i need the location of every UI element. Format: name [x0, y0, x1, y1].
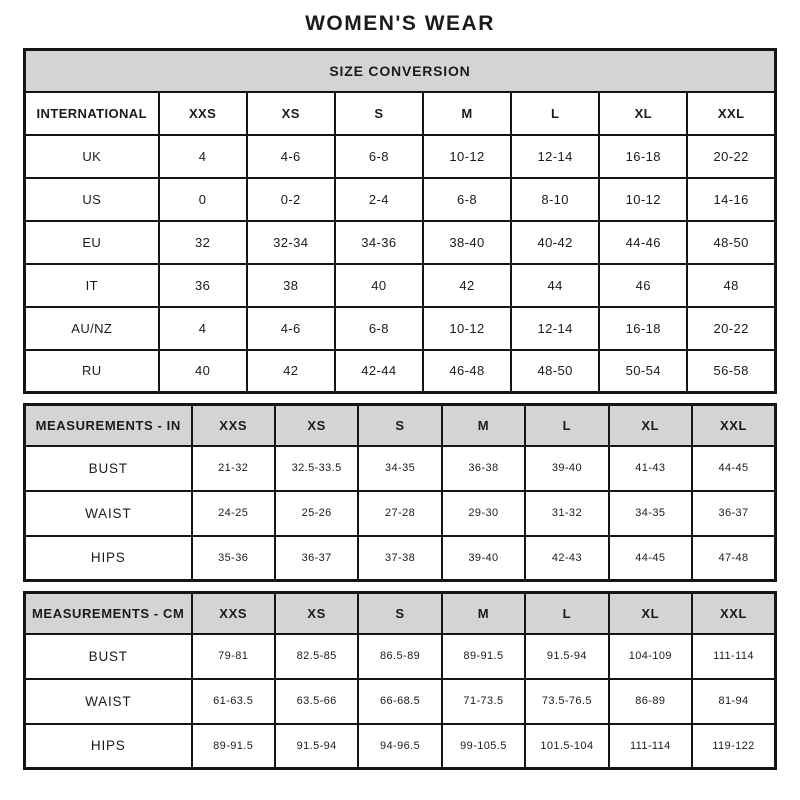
header-row: [25, 405, 776, 446]
value-cell: 12-14: [511, 135, 599, 178]
value-cell: 101.5-104: [525, 724, 608, 769]
value-cell: 37-38: [358, 536, 441, 581]
size-header-cell: XS: [275, 405, 358, 446]
value-cell: 79-81: [192, 634, 275, 679]
size-conversion-body: [25, 50, 776, 393]
value-cell: 34-35: [609, 491, 692, 536]
value-cell: 2-4: [335, 178, 423, 221]
value-cell: 36-38: [442, 446, 525, 491]
value-cell: 86-89: [609, 679, 692, 724]
value-cell: 34-36: [335, 221, 423, 264]
size-header-cell: XXS: [159, 92, 247, 135]
value-cell: 16-18: [599, 307, 687, 350]
value-cell: 10-12: [423, 307, 511, 350]
value-cell: 32-34: [247, 221, 335, 264]
value-cell: 46: [599, 264, 687, 307]
row-label: HIPS: [25, 536, 192, 581]
value-cell: 21-32: [192, 446, 275, 491]
value-cell: 91.5-94: [275, 724, 358, 769]
value-cell: 32.5-33.5: [275, 446, 358, 491]
row-label: US: [25, 178, 159, 221]
value-cell: 14-16: [687, 178, 775, 221]
table-row: [25, 135, 776, 178]
value-cell: 44-45: [609, 536, 692, 581]
value-cell: 40-42: [511, 221, 599, 264]
value-cell: 6-8: [335, 135, 423, 178]
size-header-cell: S: [358, 405, 441, 446]
value-cell: 10-12: [599, 178, 687, 221]
value-cell: 20-22: [687, 307, 775, 350]
table-title: MEASUREMENTS - IN: [25, 405, 192, 446]
value-cell: 42: [247, 350, 335, 393]
value-cell: 41-43: [609, 446, 692, 491]
value-cell: 6-8: [423, 178, 511, 221]
value-cell: 4-6: [247, 307, 335, 350]
value-cell: 12-14: [511, 307, 599, 350]
row-label: WAIST: [25, 491, 192, 536]
size-header-cell: XXL: [687, 92, 775, 135]
table-row: [25, 724, 776, 769]
table-row: [25, 491, 776, 536]
value-cell: 111-114: [692, 634, 775, 679]
row-label: RU: [25, 350, 159, 393]
table-row: [25, 536, 776, 581]
value-cell: 0-2: [247, 178, 335, 221]
row-label: AU/NZ: [25, 307, 159, 350]
value-cell: 47-48: [692, 536, 775, 581]
value-cell: 81-94: [692, 679, 775, 724]
value-cell: 66-68.5: [358, 679, 441, 724]
measurements-in-body: [25, 405, 776, 581]
value-cell: 4: [159, 135, 247, 178]
value-cell: 29-30: [442, 491, 525, 536]
value-cell: 40: [335, 264, 423, 307]
table-title: MEASUREMENTS - CM: [25, 593, 192, 634]
page-title: WOMEN'S WEAR: [305, 12, 495, 35]
value-cell: 40: [159, 350, 247, 393]
value-cell: 32: [159, 221, 247, 264]
size-header-cell: XXS: [192, 405, 275, 446]
value-cell: 61-63.5: [192, 679, 275, 724]
value-cell: 94-96.5: [358, 724, 441, 769]
value-cell: 0: [159, 178, 247, 221]
size-header-cell: XS: [247, 92, 335, 135]
value-cell: 73.5-76.5: [525, 679, 608, 724]
value-cell: 48: [687, 264, 775, 307]
value-cell: 89-91.5: [442, 634, 525, 679]
value-cell: 36-37: [275, 536, 358, 581]
value-cell: 35-36: [192, 536, 275, 581]
size-header-cell: L: [511, 92, 599, 135]
size-header-cell: S: [358, 593, 441, 634]
measurements-in-table: [23, 403, 777, 582]
value-cell: 16-18: [599, 135, 687, 178]
table-row: [25, 634, 776, 679]
value-cell: 36-37: [692, 491, 775, 536]
table-title-row: [25, 50, 776, 92]
table-row: [25, 679, 776, 724]
value-cell: 27-28: [358, 491, 441, 536]
size-header-cell: XL: [599, 92, 687, 135]
value-cell: 39-40: [525, 446, 608, 491]
size-header-cell: XL: [609, 593, 692, 634]
value-cell: 44-45: [692, 446, 775, 491]
size-header-cell: L: [525, 593, 608, 634]
value-cell: 31-32: [525, 491, 608, 536]
value-cell: 38: [247, 264, 335, 307]
row-label: UK: [25, 135, 159, 178]
size-header-cell: XL: [609, 405, 692, 446]
value-cell: 36: [159, 264, 247, 307]
value-cell: 42-44: [335, 350, 423, 393]
value-cell: 6-8: [335, 307, 423, 350]
row-label: BUST: [25, 446, 192, 491]
value-cell: 44-46: [599, 221, 687, 264]
value-cell: 99-105.5: [442, 724, 525, 769]
value-cell: 71-73.5: [442, 679, 525, 724]
value-cell: 34-35: [358, 446, 441, 491]
size-header-cell: XXS: [192, 593, 275, 634]
table-row: [25, 221, 776, 264]
size-header-cell: S: [335, 92, 423, 135]
value-cell: 39-40: [442, 536, 525, 581]
value-cell: 4: [159, 307, 247, 350]
size-header-cell: XXL: [692, 405, 775, 446]
size-header-cell: M: [442, 405, 525, 446]
value-cell: 38-40: [423, 221, 511, 264]
value-cell: 4-6: [247, 135, 335, 178]
value-cell: 50-54: [599, 350, 687, 393]
value-cell: 119-122: [692, 724, 775, 769]
value-cell: 42-43: [525, 536, 608, 581]
row-label: WAIST: [25, 679, 192, 724]
row-label: BUST: [25, 634, 192, 679]
size-header-cell: M: [423, 92, 511, 135]
size-header-cell: XXL: [692, 593, 775, 634]
value-cell: 82.5-85: [275, 634, 358, 679]
size-header-cell: L: [525, 405, 608, 446]
value-cell: 20-22: [687, 135, 775, 178]
size-header-cell: M: [442, 593, 525, 634]
value-cell: 10-12: [423, 135, 511, 178]
table-row: [25, 264, 776, 307]
size-conversion-table: [23, 48, 777, 394]
size-header-cell: XS: [275, 593, 358, 634]
value-cell: 42: [423, 264, 511, 307]
row-label: HIPS: [25, 724, 192, 769]
header-row: [25, 92, 776, 135]
value-cell: 86.5-89: [358, 634, 441, 679]
value-cell: 89-91.5: [192, 724, 275, 769]
header-row: [25, 593, 776, 634]
table-title: SIZE CONVERSION: [25, 50, 776, 92]
table-row: [25, 350, 776, 393]
value-cell: 8-10: [511, 178, 599, 221]
value-cell: 44: [511, 264, 599, 307]
value-cell: 56-58: [687, 350, 775, 393]
value-cell: 48-50: [511, 350, 599, 393]
value-cell: 63.5-66: [275, 679, 358, 724]
row-label: EU: [25, 221, 159, 264]
measurements-cm-body: [25, 593, 776, 769]
table-row: [25, 446, 776, 491]
value-cell: 25-26: [275, 491, 358, 536]
value-cell: 91.5-94: [525, 634, 608, 679]
row-label: IT: [25, 264, 159, 307]
value-cell: 46-48: [423, 350, 511, 393]
table-row: [25, 307, 776, 350]
value-cell: 111-114: [609, 724, 692, 769]
value-cell: 48-50: [687, 221, 775, 264]
value-cell: 104-109: [609, 634, 692, 679]
value-cell: 24-25: [192, 491, 275, 536]
table-row: [25, 178, 776, 221]
row-label-header: INTERNATIONAL: [25, 92, 159, 135]
measurements-cm-table: [23, 591, 777, 770]
